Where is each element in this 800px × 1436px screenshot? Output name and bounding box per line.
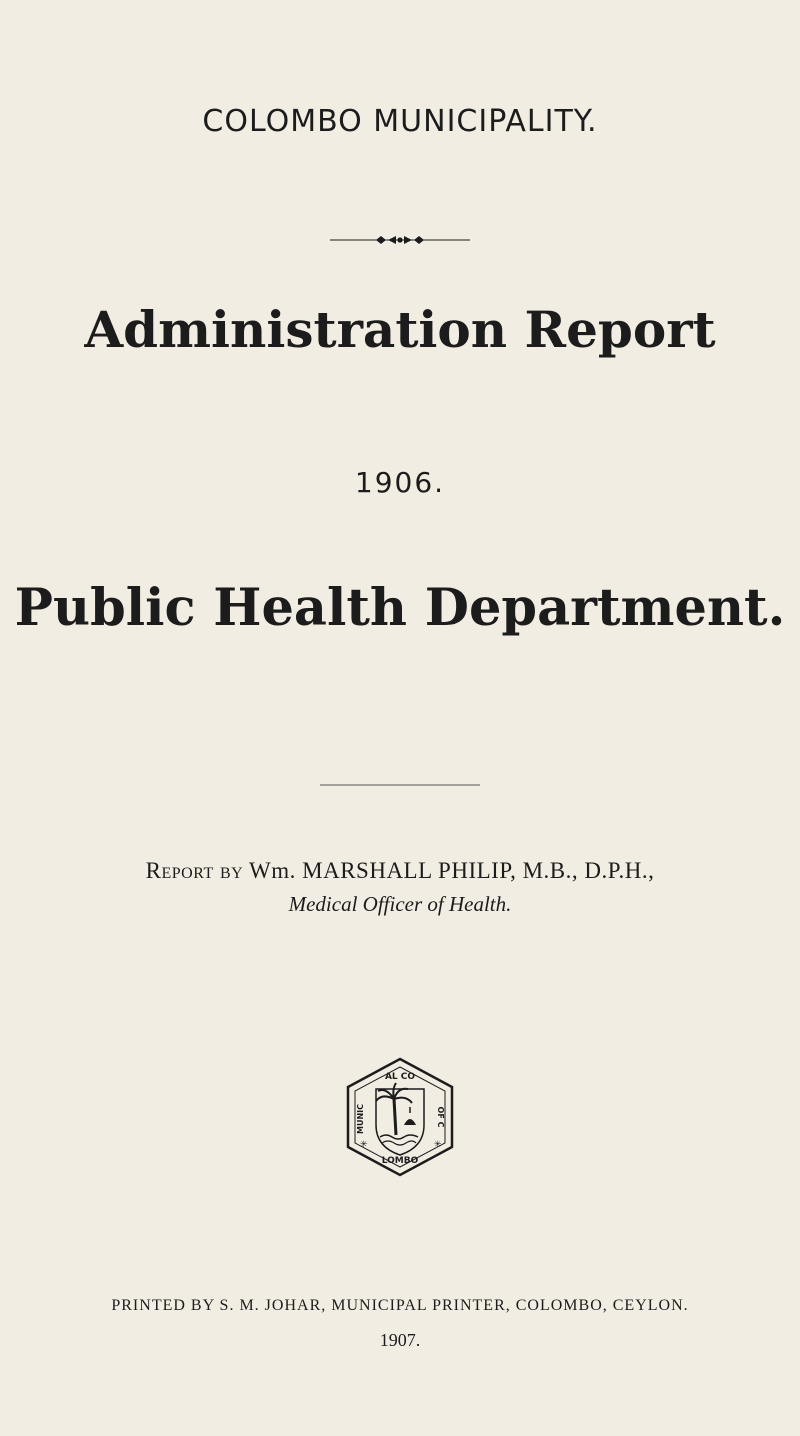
report-prefix: Report by [145, 858, 244, 883]
municipal-seal [0, 1055, 800, 1184]
report-year: 1906. [354, 466, 446, 499]
ornament-divider [0, 232, 800, 242]
printer-imprint: PRINTED BY S. M. JOHAR, MUNICIPAL PRINTER, COLOMBO, CEYLON. [111, 1297, 689, 1314]
department-title: Public Health Department. [14, 578, 786, 638]
seal-right-text: OF C [436, 1106, 445, 1128]
ornament-icon [330, 235, 470, 245]
rule-line [320, 784, 480, 786]
municipal-seal-icon [338, 1055, 462, 1179]
report-title: Administration Report [84, 300, 716, 359]
author-line [0, 858, 800, 884]
seal-bottom-text: LOMBO [381, 1156, 419, 1166]
municipality-heading: COLOMBO MUNICIPALITY. [202, 104, 598, 139]
author-name: Wm. MARSHALL PHILIP, M.B., D.P.H., [249, 858, 655, 883]
printing-year: 1907. [379, 1330, 421, 1350]
seal-star-right: ✳ [434, 1140, 442, 1150]
seal-star-left: ✳ [360, 1140, 368, 1150]
seal-top-text: AL CO [384, 1072, 416, 1082]
seal-left-text: MUNIC [356, 1104, 365, 1134]
divider-rule [0, 773, 800, 791]
author-office: Medical Officer of Health. [288, 892, 512, 916]
